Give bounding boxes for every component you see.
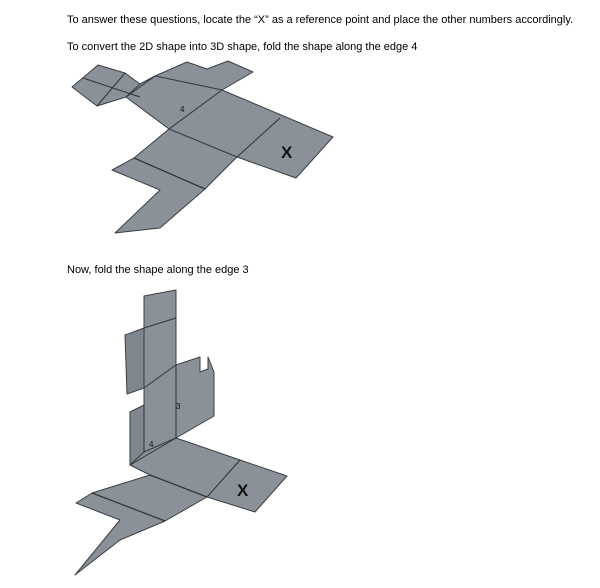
instruction-fold-edge-4: To convert the 2D shape into 3D shape, fold the shape along the edge 4 bbox=[67, 41, 418, 53]
net1-x-marker: X bbox=[281, 143, 293, 162]
figure-2-folded-net bbox=[75, 290, 287, 575]
net1-edge-label-4: 4 bbox=[180, 105, 185, 114]
fold2-x-marker: X bbox=[237, 481, 249, 500]
figure-1-flat-net bbox=[72, 61, 333, 233]
fold2-edge-label-4: 4 bbox=[149, 440, 154, 449]
instruction-reference-x: To answer these questions, locate the “X” as a reference point and place the other numbers accordingly. bbox=[67, 14, 574, 26]
fold2-upper-left-panel bbox=[125, 328, 144, 394]
fold2-right-panel bbox=[176, 357, 214, 438]
instruction-fold-edge-3: Now, fold the shape along the edge 3 bbox=[67, 264, 249, 276]
fold2-edge-label-3: 3 bbox=[176, 402, 181, 411]
